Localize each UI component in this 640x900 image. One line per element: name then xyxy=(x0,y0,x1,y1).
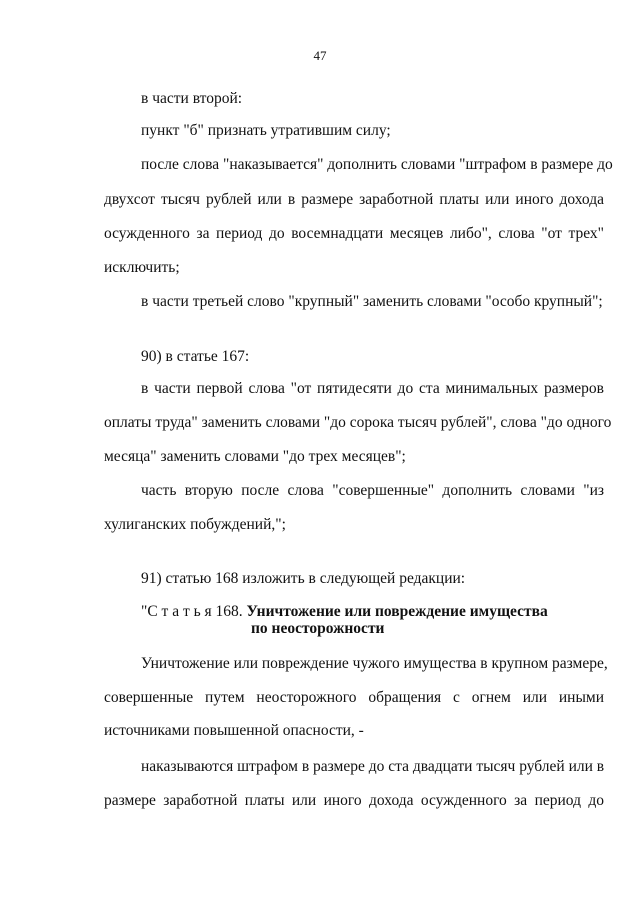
text-line: хулиганских побуждений,"; xyxy=(104,516,286,533)
text-line: осужденного за период до восемнадцати месяцев либо", слова "от трех" xyxy=(104,225,604,242)
text-line: часть вторую после слова "совершенные" дополнить словами "из xyxy=(141,482,604,499)
text-line: в части первой слова "от пятидесяти до ста минимальных размеров xyxy=(141,380,604,397)
text-line: в части третьей слово "крупный" заменить словами "особо крупный"; xyxy=(141,293,603,310)
text-line: исключить; xyxy=(104,259,180,276)
article-number: 168. xyxy=(215,603,243,620)
text-line: 90) в статье 167: xyxy=(141,348,250,365)
text-line: пункт "б" признать утратившим силу; xyxy=(141,122,391,139)
text-line: совершенные путем неосторожного обращения с огнем или иными xyxy=(104,689,604,706)
text-line: размере заработной платы или иного дохода осужденного за период до xyxy=(104,792,604,809)
article-title-cont: по неосторожности xyxy=(251,620,385,637)
text-line: месяца" заменить словами "до трех месяцев"; xyxy=(104,448,406,465)
text-line: Уничтожение или повреждение чужого имущества в крупном размере, xyxy=(141,655,608,672)
text-line: 91) статью 168 изложить в следующей редакции: xyxy=(141,570,466,587)
text-line: оплаты труда" заменить словами "до сорока тысяч рублей", слова "до одного xyxy=(104,414,612,431)
text-line: после слова "наказывается" дополнить словами "штрафом в размере до xyxy=(141,156,613,173)
article-prefix: "С т а т ь я xyxy=(141,603,212,620)
page-number: 47 xyxy=(313,48,327,63)
article-heading xyxy=(141,603,548,621)
text-line: двухсот тысяч рублей или в размере заработной платы или иного дохода xyxy=(104,191,604,208)
text-line: наказываются штрафом в размере до ста двадцати тысяч рублей или в xyxy=(141,758,605,775)
text-line: в части второй: xyxy=(141,90,243,107)
text-line: источниками повышенной опасности, - xyxy=(104,722,364,739)
article-title: Уничтожение или повреждение имущества xyxy=(246,603,548,620)
